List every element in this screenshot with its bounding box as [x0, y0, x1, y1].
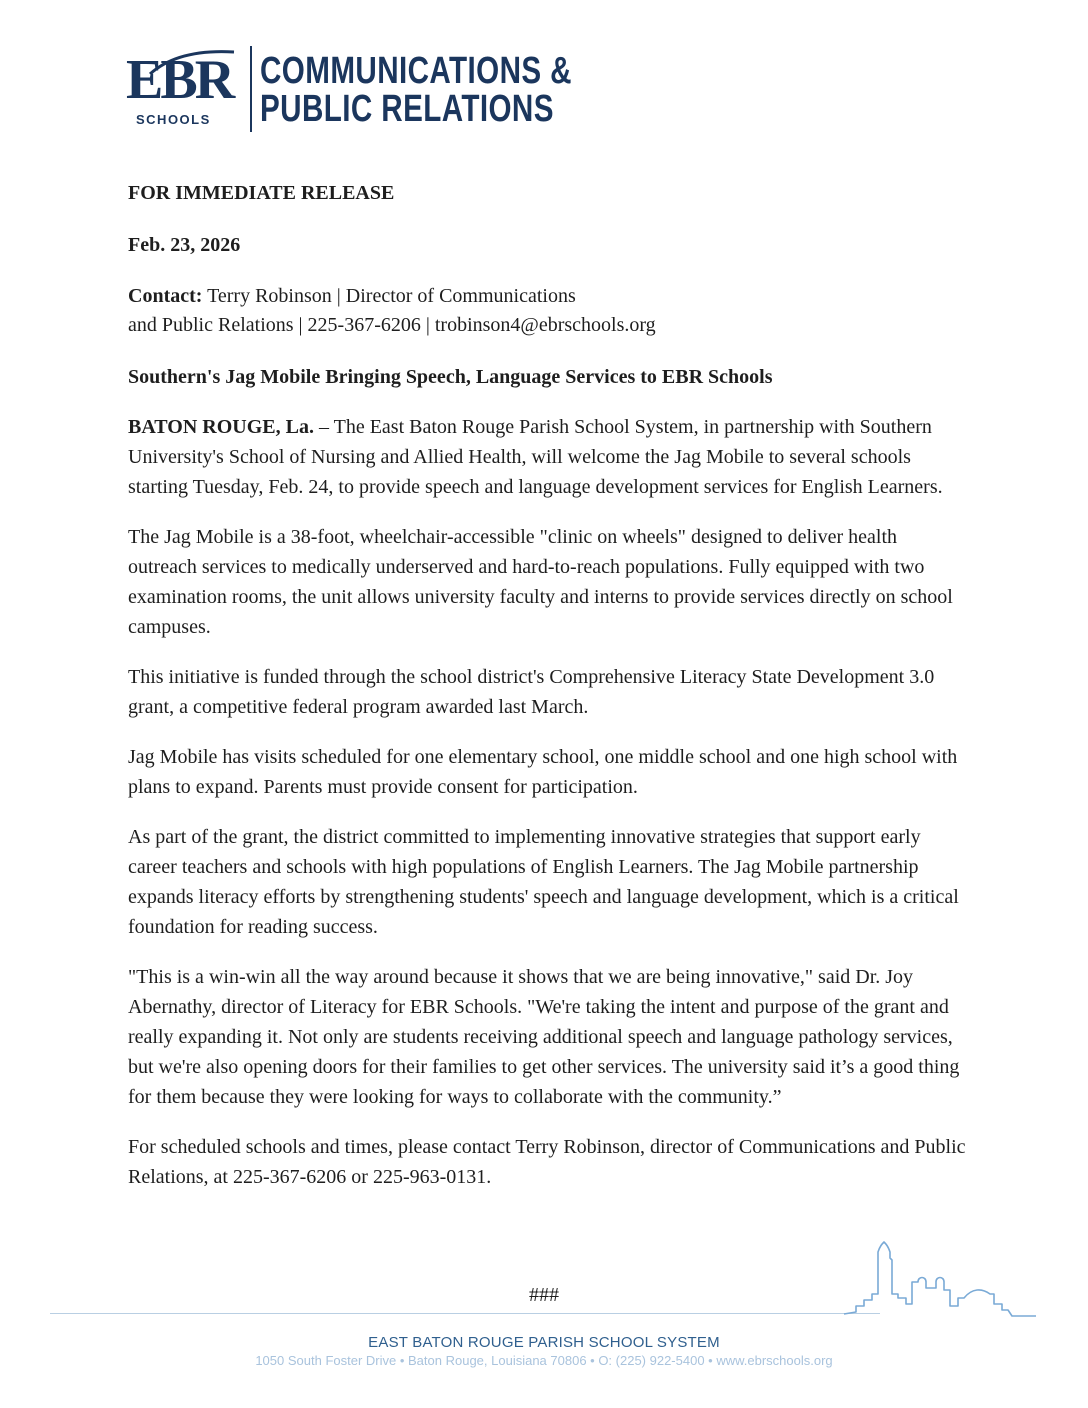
- paragraph-3: This initiative is funded through the school district's Comprehensive Literacy State Development 3.0 grant, a competitive federal program awarded last March.: [128, 666, 935, 718]
- contact-info: [128, 282, 968, 340]
- letterhead: [126, 46, 660, 134]
- footer-divider: [50, 1313, 880, 1314]
- dateline: BATON ROUGE, La.: [128, 416, 314, 438]
- paragraph-1: [128, 412, 968, 502]
- paragraph-1-text: – The East Baton Rouge Parish School System, in partnership with Southern University's School of Nursing and Allied Health, will welcome the Jag Mobile to several schools starting Tuesday, Feb. 24, to provide speech and language development services for English Learners.: [128, 416, 943, 498]
- paragraph-4: Jag Mobile has visits scheduled for one elementary school, one middle school and one high school with plans to expand. Parents must provide consent for participation.: [128, 746, 958, 798]
- end-mark: ###: [529, 1284, 559, 1306]
- paragraph-5: As part of the grant, the district committed to implementing innovative strategies that support early career teachers and schools with high populations of English Learners. The Jag Mobile partnership expands literacy efforts by strengthening students' speech and language development, which is a critical foundation for reading success.: [128, 826, 959, 938]
- logo-mark: EBR: [126, 49, 233, 111]
- department-title-line1: COMMUNICATIONS &: [260, 50, 572, 92]
- header-divider: [250, 46, 252, 132]
- release-date: Feb. 23, 2026: [128, 234, 241, 256]
- department-title-line2: PUBLIC RELATIONS: [260, 88, 554, 130]
- paragraph-7-contact: For scheduled schools and times, please contact Terry Robinson, director of Communications and Public Relations, at 225-367-6206 or 225-963-0131.: [128, 1136, 966, 1188]
- baton-rouge-skyline-icon: [842, 1238, 1038, 1318]
- press-release-body: [128, 178, 968, 1212]
- paragraph-6-quote: "This is a win-win all the way around because it shows that we are being innovative," said Dr. Joy Abernathy, director of Literacy for EBR Schools. "We're taking the intent and purpose of the grant and really expanding it. Not only are students receiving additional speech and language pathology services, but we're also opening doors for their families to get other services. The university said it’s a good thing for them because they were looking for ways to collaborate with the community.”: [128, 966, 960, 1108]
- footer-address: 1050 South Foster Drive • Baton Rouge, Louisiana 70806 • O: (225) 922-5400 • www.ebrschools.org: [255, 1353, 833, 1368]
- department-title: [260, 52, 572, 128]
- paragraph-2: The Jag Mobile is a 38-foot, wheelchair-accessible "clinic on wheels" designed to deliver health outreach services to medically underserved and hard-to-reach populations. Fully equipped with two examination rooms, the unit allows university faculty and interns to provide services directly on school campuses.: [128, 526, 953, 638]
- footer-organization: EAST BATON ROUGE PARISH SCHOOL SYSTEM: [368, 1334, 720, 1351]
- contact-line1: Terry Robinson | Director of Communications: [202, 285, 576, 307]
- release-label: FOR IMMEDIATE RELEASE: [128, 182, 395, 204]
- headline: Southern's Jag Mobile Bringing Speech, Language Services to EBR Schools: [128, 366, 773, 388]
- contact-line2: and Public Relations | 225-367-6206 | trobinson4@ebrschools.org: [128, 314, 656, 336]
- logo-subtitle: SCHOOLS: [136, 112, 211, 127]
- ebr-schools-logo: [126, 46, 242, 130]
- contact-label: Contact:: [128, 285, 203, 307]
